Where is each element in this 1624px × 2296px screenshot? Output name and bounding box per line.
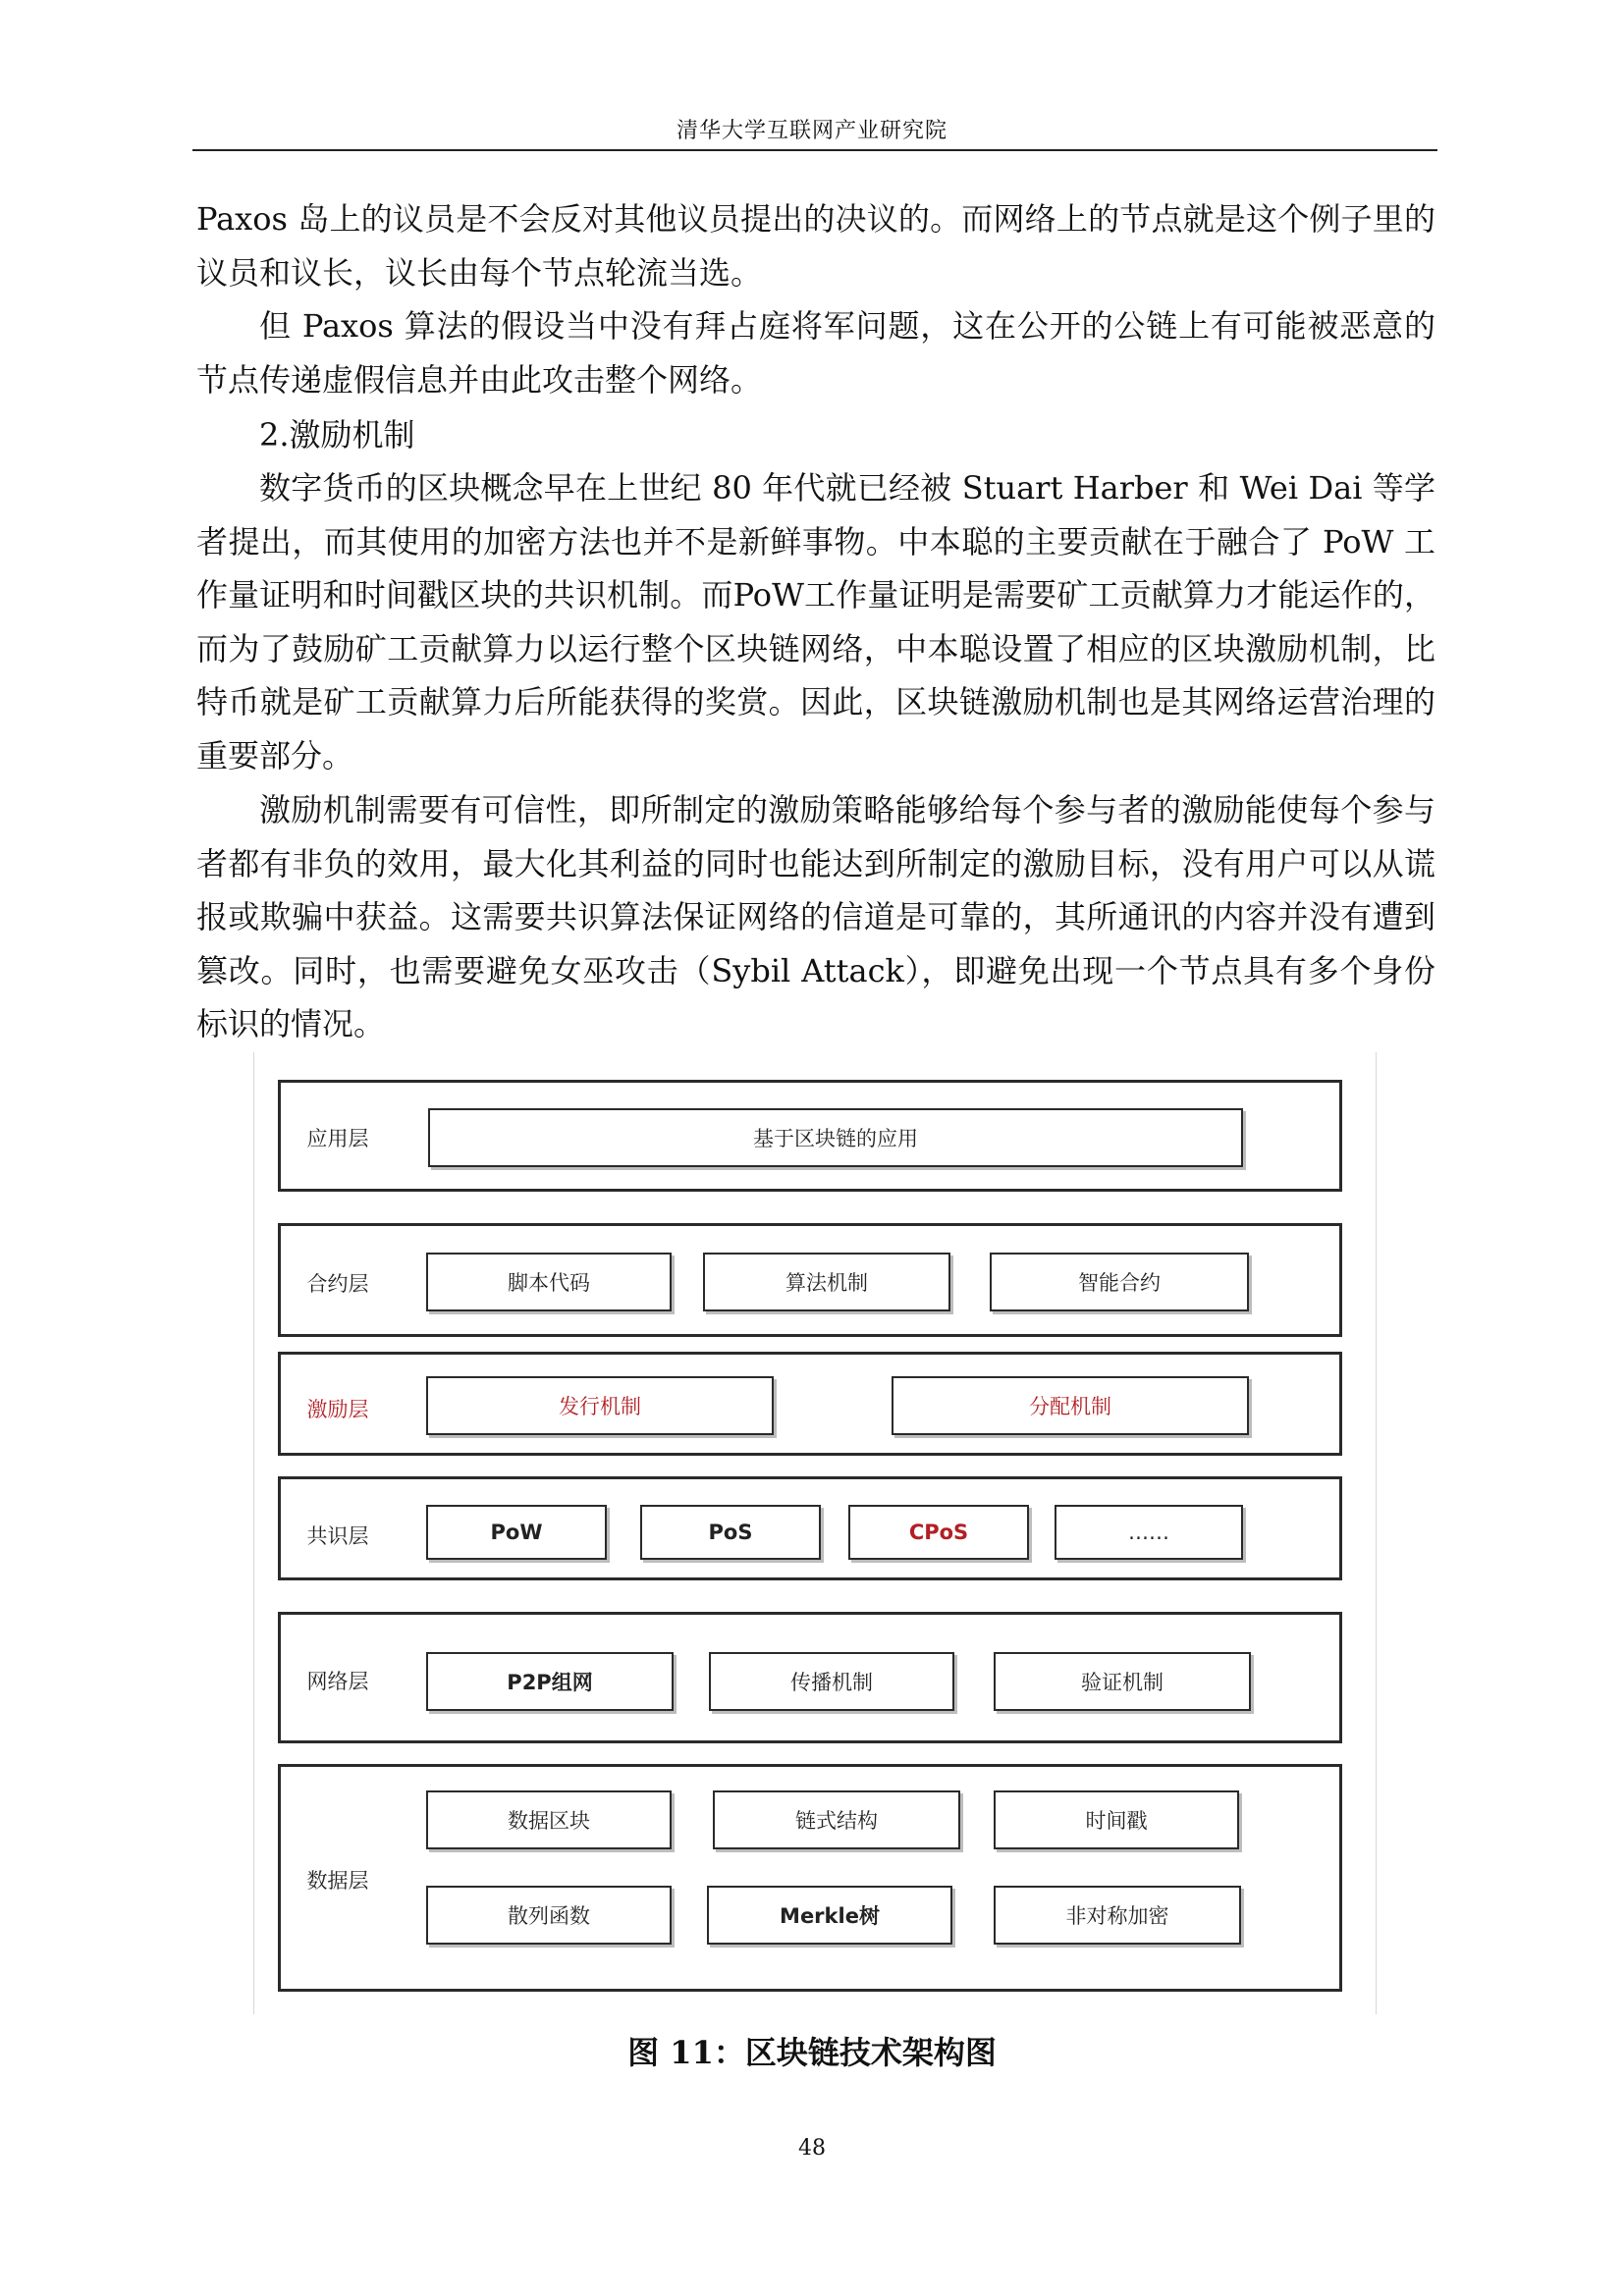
box-smart-contract: 智能合约 (990, 1253, 1249, 1311)
box-verification-mechanism: 验证机制 (994, 1652, 1251, 1711)
layer-contract (278, 1223, 1342, 1337)
box-issuance-mechanism: 发行机制 (426, 1376, 774, 1435)
layer-name: 网络层 (306, 1670, 369, 1693)
page-header-title: 清华大学互联网产业研究院 (676, 119, 947, 143)
box-pos: PoS (640, 1505, 821, 1560)
page-number: 48 (798, 2136, 826, 2161)
box-propagation-mechanism: 传播机制 (709, 1652, 954, 1711)
box-pow: PoW (426, 1505, 607, 1560)
paragraph-incentive-history: 数字货币的区块概念早在上世纪 80 年代就已经被 Stuart Harber 和 Wei Dai 等学者提出，而其使用的加密方法也并不是新鲜事物。中本聪的主要贡献在于融合了 PoW 工作量证明和时间戳区块的共识机制。而PoW工作量证明是需要矿工贡献算力才能运作的，而为了鼓励矿工贡献算力以运行整个区块链网络，中本聪设置了相应的区块激励机制，比特币就是矿工贡献算力后所能获得的奖赏。因此，区块链激励机制也是其网络运营治理的重要部分。 (196, 469, 1435, 774)
box-blockchain-applications: 基于区块链的应用 (428, 1108, 1243, 1167)
layer-name: 激励层 (306, 1398, 369, 1421)
figure-caption: 图 11：区块链技术架构图 (627, 2034, 997, 2071)
box-more: …… (1055, 1505, 1243, 1560)
layer-name: 应用层 (306, 1127, 369, 1150)
box-distribution-mechanism: 分配机制 (892, 1376, 1249, 1435)
box-p2p-networking: P2P组网 (426, 1652, 674, 1711)
architecture-figure (253, 1052, 1377, 2014)
layer-application (278, 1080, 1342, 1192)
box-cpos: CPoS (848, 1505, 1029, 1560)
layer-name: 数据层 (306, 1869, 369, 1893)
paragraph-incentive-credibility: 激励机制需要有可信性，即所制定的激励策略能够给每个参与者的激励能使每个参与者都有非负的效用，最大化其利益的同时也能达到所制定的激励目标，没有用户可以从谎报或欺骗中获益。这需要共识算法保证网络的信道是可靠的，其所通讯的内容并没有遭到篡改。同时，也需要避免女巫攻击（Sybil Attack），即避免出现一个节点具有多个身份标识的情况。 (196, 791, 1435, 1042)
box-hash-function: 散列函数 (426, 1886, 672, 1945)
paragraph-paxos-island: Paxos 岛上的议员是不会反对其他议员提出的决议的。而网络上的节点就是这个例子里的议员和议长，议长由每个节点轮流当选。 (196, 200, 1435, 292)
layer-incentive (278, 1352, 1342, 1456)
box-algorithm-mechanism: 算法机制 (703, 1253, 950, 1311)
paragraph-paxos-byzantine: 但 Paxos 算法的假设当中没有拜占庭将军问题，这在公开的公链上有可能被恶意的节点传递虚假信息并由此攻击整个网络。 (196, 307, 1435, 399)
header-rule (192, 149, 1437, 151)
box-timestamp: 时间戳 (994, 1790, 1239, 1849)
layer-name: 合约层 (306, 1272, 369, 1296)
box-merkle-tree: Merkle树 (707, 1886, 952, 1945)
layer-name: 共识层 (306, 1524, 369, 1548)
layer-network (278, 1612, 1342, 1743)
box-data-block: 数据区块 (426, 1790, 672, 1849)
layer-data (278, 1764, 1342, 1992)
box-script-code: 脚本代码 (426, 1253, 672, 1311)
section-heading-incentive: 2.激励机制 (259, 416, 415, 454)
box-asymmetric-encryption: 非对称加密 (994, 1886, 1241, 1945)
layer-consensus (278, 1476, 1342, 1580)
box-chain-structure: 链式结构 (713, 1790, 960, 1849)
